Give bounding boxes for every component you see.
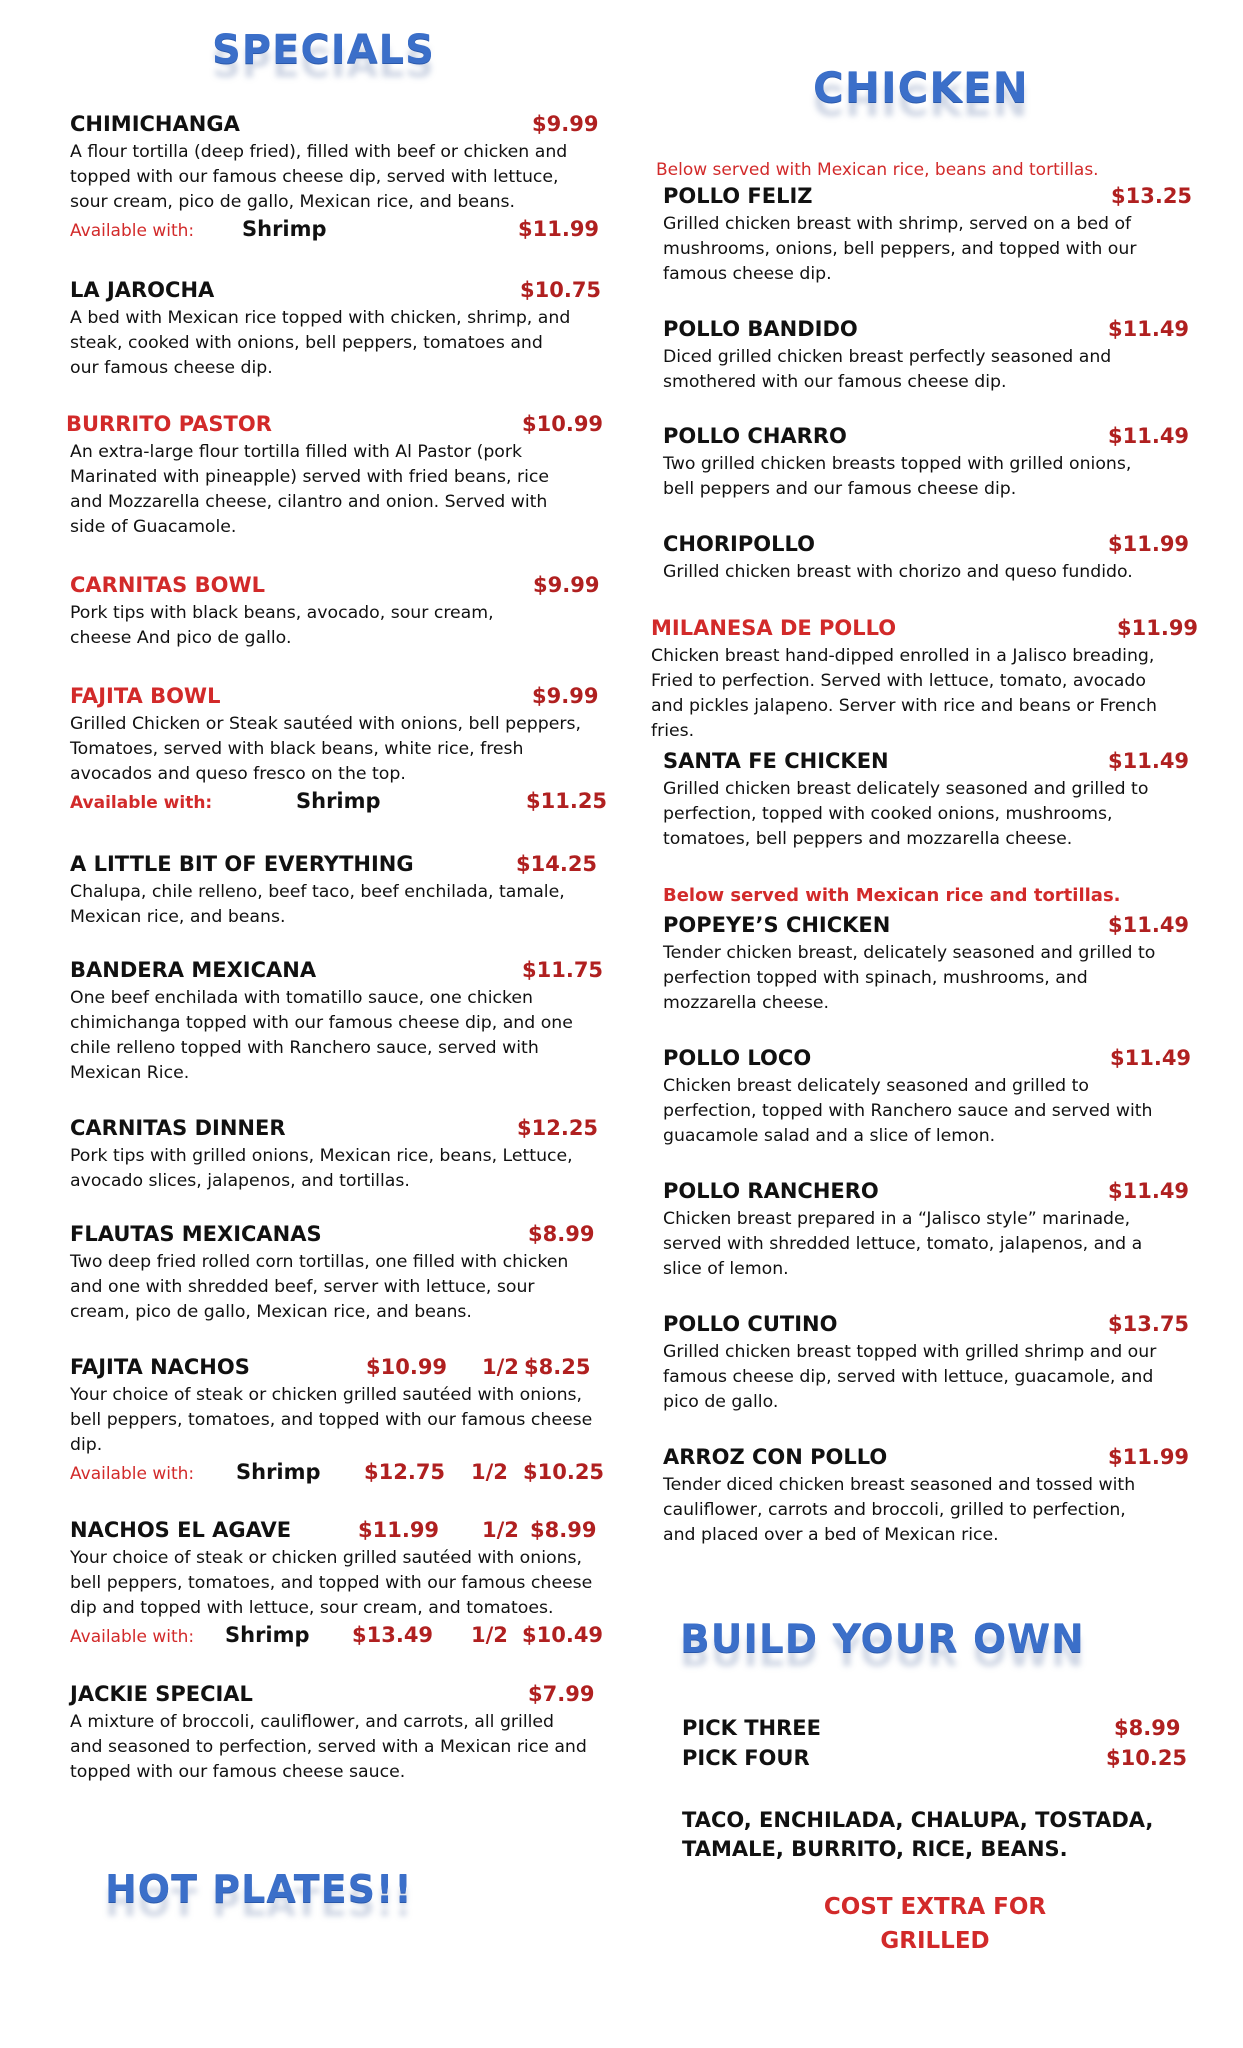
item-name: FLAUTAS MEXICANAS xyxy=(70,1222,322,1246)
item-price: $11.99 xyxy=(1108,532,1190,556)
chicken-note-rice-tortillas: Below served with Mexican rice and tortillas. xyxy=(663,885,1121,906)
item-description: Chicken breast delicately seasoned and grilled to perfection, topped with Ranchero sauce and served with guacamole salad and a slice of lemon. xyxy=(663,1076,1153,1146)
item-description: Grilled Chicken or Steak sautéed with onions, bell peppers, Tomatoes, served with black beans, white rice, fresh avocados and queso fresco on the top. xyxy=(70,714,581,784)
item-description: Grilled chicken breast with shrimp, served on a bed of mushrooms, onions, bell peppers, and topped with our famous cheese dip. xyxy=(663,214,1137,284)
available-label: Available with: xyxy=(70,221,195,241)
menu-item-fajita-nachos xyxy=(70,1355,630,1490)
specials-heading: SPECIALS xyxy=(212,27,435,73)
menu-item-milanesa-de-pollo xyxy=(651,616,1199,744)
available-label: Available with: xyxy=(70,1627,195,1647)
item-name: POPEYE’S CHICKEN xyxy=(663,913,891,937)
available-item: Shrimp xyxy=(236,1460,321,1484)
item-name: A LITTLE BIT OF EVERYTHING xyxy=(70,852,414,876)
item-description: Chicken breast prepared in a “Jalisco style” marinade, served with shredded lettuce, tomato, jalapenos, and a slice of lemon. xyxy=(663,1209,1143,1279)
item-price: $14.25 xyxy=(516,852,598,876)
availability-row xyxy=(70,1460,630,1490)
menu-item-fajita-bowl xyxy=(70,684,630,819)
available-price: $12.75 xyxy=(364,1460,446,1484)
chicken-note-rice-beans: Below served with Mexican rice, beans and tortillas. xyxy=(656,160,1099,180)
menu-item-a-little-bit-of-everything xyxy=(70,852,630,930)
half-price: $8.25 xyxy=(524,1355,591,1379)
menu-item-pollo-cutino xyxy=(663,1312,1203,1415)
item-price: $11.75 xyxy=(522,958,604,982)
item-price: $11.49 xyxy=(1110,1046,1192,1070)
item-name: POLLO LOCO xyxy=(663,1046,812,1070)
available-price: $13.49 xyxy=(352,1623,434,1647)
item-description: Your choice of steak or chicken grilled sautéed with onions, bell peppers, tomatoes, and topped with our famous cheese dip. xyxy=(70,1385,593,1455)
available-label: Available with: xyxy=(70,1464,195,1484)
item-price: $9.99 xyxy=(532,684,599,708)
item-name: NACHOS EL AGAVE xyxy=(70,1518,292,1542)
item-description: Grilled chicken breast delicately seasoned and grilled to perfection, topped with cooked onions, mushrooms, tomatoes, bell peppers and mozzarella cheese. xyxy=(663,779,1149,849)
item-description: Grilled chicken breast with chorizo and queso fundido. xyxy=(663,562,1133,582)
item-price: $8.99 xyxy=(528,1222,595,1246)
item-price: $11.99 xyxy=(358,1518,440,1542)
menu-item-santa-fe-chicken xyxy=(663,749,1203,852)
item-price: $13.75 xyxy=(1108,1312,1190,1336)
item-name: LA JAROCHA xyxy=(70,278,215,302)
menu-item-nachos-el-agave xyxy=(70,1518,630,1653)
item-description: Tender chicken breast, delicately seasoned and grilled to perfection topped with spinach, mushrooms, and mozzarella cheese. xyxy=(663,943,1156,1013)
item-price: $11.49 xyxy=(1108,317,1190,341)
menu-item-flautas-mexicanas xyxy=(70,1222,630,1325)
item-description: Pork tips with grilled onions, Mexican rice, beans, Lettuce, avocado slices, jalapenos, and tortillas. xyxy=(70,1146,573,1191)
cost-extra-note: COST EXTRA FOR GRILLED xyxy=(823,1894,1047,1954)
item-description: One beef enchilada with tomatillo sauce, one chicken chimichanga topped with our famous cheese dip, and one chile relleno topped with Ranchero sauce, served with Mexican Rice. xyxy=(70,988,573,1083)
available-half-label: 1/2 xyxy=(471,1623,508,1647)
item-description: A flour tortilla (deep fried), filled with beef or chicken and topped with our famous cheese dip, served with lettuce, sour cream, pico de gallo, Mexican rice, and beans. xyxy=(70,142,568,212)
pick-three-price: $8.99 xyxy=(1114,1716,1181,1740)
menu-item-chimichanga xyxy=(70,112,630,247)
item-price: $11.99 xyxy=(1108,1445,1190,1469)
item-price: $13.25 xyxy=(1111,184,1193,208)
item-price: $10.99 xyxy=(366,1355,448,1379)
menu-item-la-jarocha xyxy=(70,278,630,381)
item-name: POLLO FELIZ xyxy=(663,184,813,208)
availability-row xyxy=(70,1623,630,1653)
menu-item-burrito-pastor xyxy=(66,412,630,540)
hot-plates-heading: HOT PLATES!! xyxy=(105,1867,413,1911)
pick-four-price: $10.25 xyxy=(1106,1746,1188,1770)
item-price: $11.99 xyxy=(1117,616,1199,640)
item-description: An extra-large flour tortilla filled with Al Pastor (pork Marinated with pineapple) served with fried beans, rice and Mozzarella cheese, cilantro and onion. Served with side of Guacamole. xyxy=(70,442,550,537)
item-name: POLLO RANCHERO xyxy=(663,1179,879,1203)
menu-item-bandera-mexicana xyxy=(70,958,630,1086)
menu-item-pollo-loco xyxy=(663,1046,1203,1149)
menu-item-pollo-ranchero xyxy=(663,1179,1203,1282)
item-name: JACKIE SPECIAL xyxy=(70,1682,253,1706)
available-label: Available with: xyxy=(70,793,213,813)
menu-item-pollo-feliz xyxy=(663,184,1203,287)
item-description: Pork tips with black beans, avocado, sour cream, cheese And pico de gallo. xyxy=(70,603,494,648)
item-price: $11.49 xyxy=(1108,1179,1190,1203)
item-description: Your choice of steak or chicken grilled sautéed with onions, bell peppers, tomatoes, and topped with our famous cheese dip and topped with lettuce, sour cream, and tomatoes. xyxy=(70,1548,593,1618)
item-name: POLLO CHARRO xyxy=(663,424,847,448)
item-price: $9.99 xyxy=(533,573,600,597)
item-price: $9.99 xyxy=(532,112,599,136)
item-description: Chicken breast hand-dipped enrolled in a Jalisco breading, Fried to perfection. Served with lettuce, tomato, avocado and pickles jalapeno. Server with rice and beans or French fries. xyxy=(651,646,1157,741)
chicken-heading: CHICKEN xyxy=(813,63,1029,112)
item-price: $7.99 xyxy=(528,1682,595,1706)
item-price: $10.99 xyxy=(522,412,604,436)
item-name: FAJITA BOWL xyxy=(70,684,221,708)
half-label: 1/2 xyxy=(482,1355,519,1379)
available-half-price: $10.25 xyxy=(523,1460,605,1484)
menu-item-popeyes-chicken xyxy=(663,913,1203,1016)
item-name: CHORIPOLLO xyxy=(663,532,815,556)
menu-item-choripollo xyxy=(663,532,1203,585)
available-item: Shrimp xyxy=(242,217,327,241)
available-price: $11.99 xyxy=(518,217,600,241)
available-item: Shrimp xyxy=(296,789,381,813)
item-description: Chalupa, chile relleno, beef taco, beef enchilada, tamale, Mexican rice, and beans. xyxy=(70,882,565,927)
available-item: Shrimp xyxy=(225,1623,310,1647)
item-price: $10.75 xyxy=(520,278,602,302)
item-name: SANTA FE CHICKEN xyxy=(663,749,889,773)
availability-row xyxy=(70,789,630,819)
item-name: POLLO CUTINO xyxy=(663,1312,838,1336)
half-price: $8.99 xyxy=(530,1518,597,1542)
item-name: ARROZ CON POLLO xyxy=(663,1445,888,1469)
item-name: BANDERA MEXICANA xyxy=(70,958,317,982)
item-description: Tender diced chicken breast seasoned and tossed with cauliflower, carrots and broccoli, grilled to perfection, and placed over a bed of Mexican rice. xyxy=(663,1475,1136,1545)
menu-item-carnitas-dinner xyxy=(70,1116,630,1194)
item-name: CARNITAS DINNER xyxy=(70,1116,286,1140)
available-price: $11.25 xyxy=(526,789,608,813)
item-price: $11.49 xyxy=(1108,424,1190,448)
menu-item-arroz-con-pollo xyxy=(663,1445,1203,1548)
item-description: Two grilled chicken breasts topped with grilled onions, bell peppers and our famous cheese dip. xyxy=(663,454,1132,499)
availability-row xyxy=(70,217,630,247)
menu-item-pollo-charro xyxy=(663,424,1203,502)
item-price: $11.49 xyxy=(1108,913,1190,937)
item-price: $11.49 xyxy=(1108,749,1190,773)
item-description: A mixture of broccoli, cauliflower, and carrots, all grilled and seasoned to perfection, served with a Mexican rice and topped with our famous cheese sauce. xyxy=(70,1712,587,1782)
build-your-own-options: TACO, ENCHILADA, CHALUPA, TOSTADA, TAMALE, BURRITO, RICE, BEANS. xyxy=(682,1808,1154,1861)
menu-item-jackie-special xyxy=(70,1682,630,1785)
menu-item-pollo-bandido xyxy=(663,317,1203,395)
item-name: MILANESA DE POLLO xyxy=(651,616,897,640)
item-description: A bed with Mexican rice topped with chicken, shrimp, and steak, cooked with onions, bell peppers, tomatoes and our famous cheese dip. xyxy=(70,308,571,378)
item-name: CHIMICHANGA xyxy=(70,112,240,136)
item-description: Diced grilled chicken breast perfectly seasoned and smothered with our famous cheese dip. xyxy=(663,347,1112,392)
available-half-label: 1/2 xyxy=(471,1460,508,1484)
half-label: 1/2 xyxy=(482,1518,519,1542)
available-half-price: $10.49 xyxy=(522,1623,604,1647)
item-description: Two deep fried rolled corn tortillas, one filled with chicken and one with shredded beef, server with lettuce, sour cream, pico de gallo, Mexican rice, and beans. xyxy=(70,1252,569,1322)
item-name: FAJITA NACHOS xyxy=(70,1355,250,1379)
pick-three-label: PICK THREE xyxy=(682,1716,821,1740)
menu-item-carnitas-bowl xyxy=(70,573,630,651)
item-name: CARNITAS BOWL xyxy=(70,573,266,597)
build-your-own-heading: BUILD YOUR OWN xyxy=(680,1617,1085,1662)
item-description: Grilled chicken breast topped with grilled shrimp and our famous cheese dip, served with lettuce, guacamole, and pico de gallo. xyxy=(663,1342,1157,1412)
item-name: BURRITO PASTOR xyxy=(66,412,272,436)
item-name: POLLO BANDIDO xyxy=(663,317,858,341)
pick-four-label: PICK FOUR xyxy=(682,1746,810,1770)
item-price: $12.25 xyxy=(517,1116,599,1140)
